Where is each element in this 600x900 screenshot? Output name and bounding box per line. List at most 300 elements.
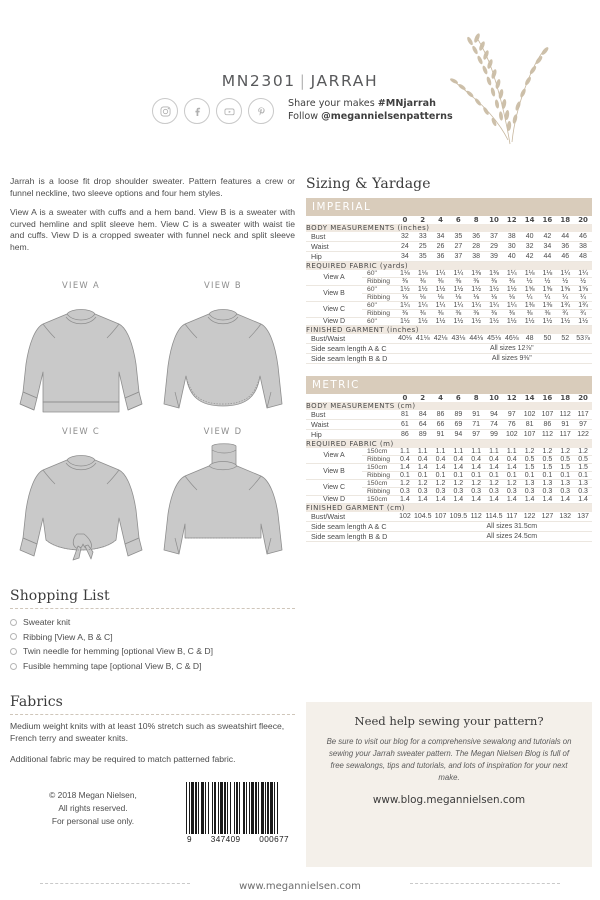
cell: 1½ [467,286,485,294]
cell: 0.1 [485,472,503,480]
view-group-label: View B [306,286,362,302]
cell: ¼ [556,294,574,302]
cell: 1½ [503,318,521,326]
cell: 1.5 [574,464,592,472]
cell: 1.1 [467,448,485,456]
row-label: Waist [306,420,396,430]
cell: 34 [396,252,414,262]
fabrics-paragraph-1: Medium weight knits with at least 10% stretch such as sweatshirt fleece, French terry and sweater knits. [10,721,285,743]
cell: 117 [503,512,521,522]
cell: 44 [539,252,557,262]
sizing-title: Sizing & Yardage [306,176,431,192]
cell: 107 [539,410,557,420]
view-group-label: View B [306,464,362,480]
cell: 1.4 [414,496,432,504]
view-label-a: VIEW A [62,280,100,290]
footer-url[interactable]: www.megannielsen.com [229,881,371,892]
cell: 97 [467,430,485,440]
seam-note: All sizes 31.5cm [432,522,592,532]
cell: 0.3 [521,488,539,496]
description-paragraph-1: Jarrah is a loose fit drop shoulder sweater. Pattern features a crew or funnel neckline, two sleeve options and four hem styles. [10,176,295,198]
cell: 112 [539,430,557,440]
size-header-20: 20 [578,216,588,224]
cell: 1½ [432,286,450,294]
cell: 1.1 [396,448,414,456]
shopping-divider [10,608,295,609]
table-row [306,334,592,344]
cell: ⅛ [432,294,450,302]
cell: 117 [556,430,574,440]
table-row [306,464,592,472]
checkbox-icon[interactable] [10,663,17,670]
cell: 0.1 [396,472,414,480]
cell: ⅜ [432,310,450,318]
row-label: Side seam length B & D [306,532,432,542]
cell: 1.4 [485,464,503,472]
cell: 30 [503,242,521,252]
cell: 1⅝ [556,286,574,294]
cell: 102 [396,512,414,522]
shopping-item-label: Fusible hemming tape [optional View B, C & D] [23,660,202,671]
table-row [306,252,592,262]
blog-url[interactable]: www.blog.megannielsen.com [372,794,526,806]
cell: 122 [521,512,539,522]
cell: 1.5 [539,464,557,472]
cell: 1½ [432,318,450,326]
cell: 29 [485,242,503,252]
cell: 89 [414,430,432,440]
cell: 25 [414,242,432,252]
size-header-20: 20 [578,394,588,402]
fabrics-paragraph-2: Additional fabric may be required to match patterned fabric. [10,753,236,764]
table-row [306,420,592,430]
cell: 0.3 [414,488,432,496]
cell: 38 [574,242,592,252]
cell: 40⅛ [396,334,414,344]
cell: 112 [556,410,574,420]
cell: 1⅛ [521,270,539,278]
seam-note: All sizes 24.5cm [432,532,592,542]
social-icons [152,98,274,124]
view-illustrations [10,280,295,566]
cell: 46 [574,232,592,242]
size-header-2: 2 [420,394,426,402]
cell: 1¼ [574,270,592,278]
cell: 1½ [449,286,467,294]
cell: 46 [556,252,574,262]
cell: 0.1 [574,472,592,480]
cell: 0.4 [485,456,503,464]
follow-handle: @megannielsenpatterns [321,111,453,122]
cell: 48 [521,334,539,344]
checkbox-icon[interactable] [10,633,17,640]
cell: 35 [449,232,467,242]
view-cell-b [152,280,294,420]
row-label: Ribbing [362,278,396,286]
row-label: 150cm [362,464,396,472]
view-cell-c [10,426,152,566]
cell: 1.2 [449,480,467,488]
row-label: Ribbing [362,294,396,302]
cell: 1¼ [432,302,450,310]
size-header-4: 4 [438,216,443,224]
cell: 107 [432,512,450,522]
description-paragraph-2: View A is a sweater with cuffs and a hem band. View B is a sweater with curved hemline and split sleeve hem. View C is a sweater with waist tie and cuffs. View D is a cropped sweater with funnel neck and split sleeve hem. [10,207,295,252]
cell: 86 [539,420,557,430]
view-group-label: View D [306,318,362,326]
size-header-18: 18 [560,216,571,224]
cell: 1.1 [485,448,503,456]
cell: 97 [574,420,592,430]
cell: 1.4 [574,496,592,504]
size-header-12: 12 [506,216,517,224]
view-group-label: View A [306,270,362,286]
cell: 76 [503,420,521,430]
cell: 45⅛ [485,334,503,344]
cell: 1.5 [556,464,574,472]
view-group-label: View C [306,480,362,496]
cell: 1¼ [449,302,467,310]
fabrics-title: Fabrics [10,694,63,710]
cell: 0.5 [539,456,557,464]
share-line-1 [288,97,453,110]
checkbox-icon[interactable] [10,619,17,626]
row-label: 150cm [362,496,396,504]
facebook-icon[interactable] [184,98,210,124]
cell: 1¼ [467,302,485,310]
cell: 1.4 [396,496,414,504]
cell: 1½ [414,318,432,326]
cell: ⅜ [396,310,414,318]
cell: 1½ [503,286,521,294]
cell: 0.1 [521,472,539,480]
size-header-row [306,216,592,224]
cell: ⅜ [539,310,557,318]
cell: ⅛ [396,294,414,302]
cell: 0.1 [467,472,485,480]
barcode-digit-left: 9 [187,835,192,844]
cell: 1¼ [396,302,414,310]
view-c-sweater-illustration [15,438,147,566]
size-header-10: 10 [489,216,499,224]
cell: ⅜ [449,310,467,318]
cell: 91 [467,410,485,420]
cell: 1.3 [574,480,592,488]
cell: 114.5 [485,513,503,520]
cell: 44 [556,232,574,242]
share-prompt [288,97,453,123]
copyright-line-3: For personal use only. [51,816,135,826]
help-box [306,702,592,867]
cell: ¼ [539,294,557,302]
share-hashtag: #MNjarrah [377,98,436,109]
size-header-0: 0 [402,216,408,224]
cell: 27 [449,242,467,252]
cell: ⅜ [414,310,432,318]
cell: 1½ [485,286,503,294]
view-group-label: View D [306,496,362,504]
shopping-list-section [10,588,295,673]
cell: 64 [414,420,432,430]
cell: 1.2 [414,480,432,488]
cell: 1¼ [432,270,450,278]
finished-garment-band: FINISHED GARMENT (inches) [306,326,592,335]
cell: 1¼ [503,270,521,278]
size-header-12: 12 [506,394,517,402]
cell: 0.1 [449,472,467,480]
cell: 1.4 [467,464,485,472]
table-row [306,286,592,294]
view-group-label: View A [306,448,362,464]
cell: 1⅛ [539,270,557,278]
cell: 26 [432,242,450,252]
view-row-top [10,280,295,420]
cell: 0.3 [574,488,592,496]
list-item[interactable] [10,644,295,659]
imperial-band: IMPERIAL [306,198,592,216]
cell: 61 [396,420,414,430]
cell: 1½ [414,286,432,294]
youtube-icon[interactable] [216,98,242,124]
cell: 1.4 [521,496,539,504]
cell: 38 [503,232,521,242]
cell: 1.4 [396,464,414,472]
row-label: 60" [362,318,396,326]
cell: 1½ [539,318,557,326]
footer [0,876,600,894]
cell: 40 [503,252,521,262]
cell: 32 [396,232,414,242]
table-row [306,496,592,504]
size-header-row [306,394,592,402]
cell: 1⅜ [485,270,503,278]
row-label: Bust [306,410,396,420]
list-item[interactable] [10,615,295,630]
row-label: 60" [362,270,396,278]
cell: 1¼ [556,270,574,278]
barcode [186,782,290,844]
view-label-b: VIEW B [204,280,242,290]
row-label: Side seam length A & C [306,344,432,354]
cell: 0.3 [503,488,521,496]
cell: 1⅜ [521,302,539,310]
cell: 1.1 [414,448,432,456]
cell: 34 [539,242,557,252]
row-label: Bust [306,232,396,242]
table-row [306,302,592,310]
list-item[interactable] [10,659,295,674]
required-fabric-band: REQUIRED FABRIC (yards) [306,262,592,271]
cell: 1¼ [414,302,432,310]
shopping-item-label: Ribbing [View A, B & C] [23,631,113,642]
table-row [306,344,592,354]
cell: 1.5 [521,464,539,472]
cell: 1.4 [414,464,432,472]
cell: 0.5 [521,456,539,464]
cell: 42 [539,232,557,242]
barcode-group-1: 347409 [210,835,241,844]
cell: 0.3 [396,488,414,496]
seam-note: All sizes 12⅞" [432,344,592,354]
size-header-10: 10 [489,394,499,402]
metric-band: METRIC [306,376,592,394]
cell: 48 [574,252,592,262]
cell: 137 [574,512,592,522]
pattern-name: JARRAH [310,72,379,90]
cell: 0.4 [467,456,485,464]
cell: 99 [485,430,503,440]
cell: 112 [467,512,485,522]
cell: 1½ [521,318,539,326]
table-row [306,410,592,420]
cell: 1½ [449,318,467,326]
cell: 1½ [396,318,414,326]
barcode-number [186,835,290,844]
list-item[interactable] [10,630,295,645]
view-row-bottom [10,426,295,566]
cell: 1½ [556,318,574,326]
row-label: Side seam length A & C [306,522,432,532]
cell: ¼ [574,294,592,302]
cell: 39 [485,252,503,262]
finished-garment-band-row [306,326,592,335]
cell: 74 [485,420,503,430]
cell: 1⅝ [574,286,592,294]
cell: 52 [556,334,574,344]
body-measurements-band-row [306,224,592,232]
cell: 42 [521,252,539,262]
cell: 44⅛ [467,334,485,344]
pattern-code: MN2301 [221,72,296,90]
cell: 43⅛ [449,334,467,344]
pinterest-icon[interactable] [248,98,274,124]
cell: 0.3 [539,488,557,496]
cell: 81 [521,420,539,430]
cell: 41⅛ [414,334,432,344]
table-row [306,532,592,542]
cell: 1.3 [556,480,574,488]
cell: ⅛ [414,294,432,302]
cell: 1.4 [556,496,574,504]
table-row [306,232,592,242]
cell: 1¼ [503,302,521,310]
cell: 1½ [396,286,414,294]
cell: ⅜ [503,278,521,286]
cell: ⅜ [485,310,503,318]
shopping-item-label: Twin needle for hemming [optional View B, C & D] [23,646,213,657]
cell: 0.5 [574,456,592,464]
cell: 84 [414,410,432,420]
cell: 66 [432,420,450,430]
row-label: Hip [306,430,396,440]
row-label: Ribbing [362,456,396,464]
cell: 1.2 [539,448,557,456]
metric-table [306,394,592,542]
cell: 0.3 [449,488,467,496]
view-group-label: View C [306,302,362,318]
cell: 109.5 [449,513,468,520]
row-label: Ribbing [362,488,396,496]
table-row [306,318,592,326]
cell: 28 [467,242,485,252]
cell: 1¼ [485,302,503,310]
cell: ¾ [556,310,574,318]
cell: 1.4 [467,496,485,504]
header [0,0,600,150]
cell: ⅜ [521,310,539,318]
cell: 1.4 [485,496,503,504]
cell: 1.2 [396,480,414,488]
cell: ⅜ [449,278,467,286]
cell: 0.3 [432,488,450,496]
cell: 1¾ [574,302,592,310]
cell: 0.1 [414,472,432,480]
sizing-yardage-section [306,176,592,542]
row-label: Ribbing [362,310,396,318]
size-header-14: 14 [524,216,535,224]
cell: 117 [574,410,592,420]
description-block [10,176,295,262]
table-row [306,242,592,252]
body-measurements-band-row [306,402,592,410]
share-prefix: Share your makes [288,98,378,109]
help-body: Be sure to visit our blog for a comprehensive sewalong and tutorials on sewing your Jarrah sweater pattern. The Megan Nielsen Blog is full of free sewalongs, tips and tutorials, and lots of inspiration for your next make. [326,737,572,782]
follow-prefix: Follow [288,111,322,122]
cell: 1⅝ [539,286,557,294]
cell: ¼ [521,294,539,302]
cell: ⅜ [432,278,450,286]
cell: 1.2 [432,480,450,488]
row-label: 60" [362,302,396,310]
row-label: Side seam length B & D [306,354,432,364]
row-label: Bust/Waist [306,512,396,522]
cell: ⅜ [414,278,432,286]
cell: 1.1 [503,448,521,456]
cell: ½ [574,278,592,286]
cell: 34 [432,232,450,242]
cell: 86 [396,430,414,440]
row-label: Bust/Waist [306,334,396,344]
cell: 1½ [485,318,503,326]
body-measurements-band: BODY MEASUREMENTS (inches) [306,224,592,232]
size-header-6: 6 [455,394,461,402]
cell: 132 [556,512,574,522]
cell: ⅜ [396,278,414,286]
row-label: 150cm [362,448,396,456]
view-cell-a [10,280,152,420]
instagram-icon[interactable] [152,98,178,124]
cell: 0.4 [432,456,450,464]
table-row [306,480,592,488]
fabrics-divider [10,714,295,715]
cell: ½ [539,278,557,286]
required-fabric-band-row [306,262,592,271]
table-row [306,430,592,440]
copyright-line-1: © 2018 Megan Nielsen, [49,790,137,800]
view-label-d: VIEW D [203,426,243,436]
cell: 50 [539,334,557,344]
cell: 91 [556,420,574,430]
cell: ⅜ [467,310,485,318]
table-row [306,522,592,532]
size-header-18: 18 [560,394,571,402]
cell: 0.1 [556,472,574,480]
table-row [306,448,592,456]
cell: 102 [503,430,521,440]
cell: 53⅞ [574,334,592,344]
checkbox-icon[interactable] [10,648,17,655]
cell: 36 [467,232,485,242]
